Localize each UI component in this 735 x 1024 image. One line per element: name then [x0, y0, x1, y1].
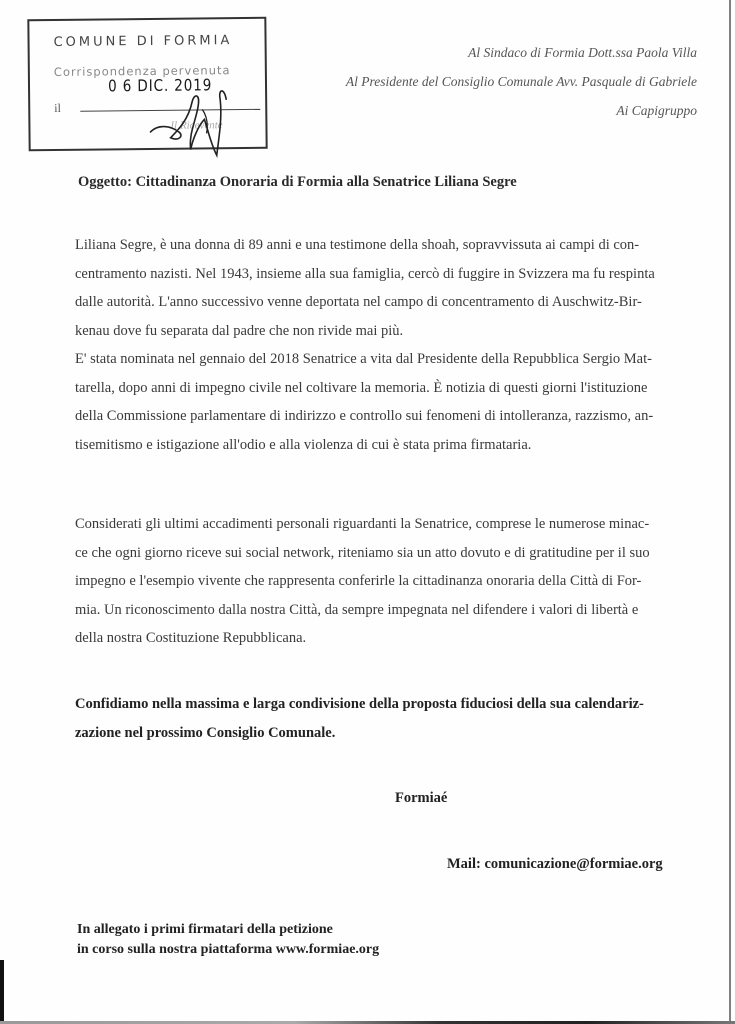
recipients-block	[346, 38, 697, 125]
text-line: E' stata nominata nel gennaio del 2018 Senatrice a vita dal Presidente della Repubblica Sergio Mat-	[75, 351, 652, 367]
recipient-group-leaders: Ai Capigruppo	[616, 103, 697, 118]
text-line: della nostra Costituzione Repubblicana.	[75, 630, 307, 646]
recipient-council-president: Al Presidente del Consiglio Comunale Avv. Pasquale di Gabriele	[345, 74, 697, 89]
paragraph-closing-request	[75, 690, 685, 747]
stamp-date: 0 6 DIC. 2019	[107, 75, 213, 96]
handwritten-signature-icon	[148, 79, 239, 160]
scan-edge-left	[0, 960, 4, 1024]
attachment-line: In allegato i primi firmatari della petizione	[77, 922, 333, 937]
protocol-stamp	[27, 17, 267, 151]
text-line: della Commissione parlamentare di indirizzo e controllo sui fenomeni di intolleranza, razzismo, an-	[75, 408, 654, 424]
paragraph-intro	[75, 231, 685, 459]
paragraph-motivation	[75, 510, 685, 653]
text-line: Liliana Segre, è una donna di 89 anni e una testimone della shoah, sopravvissuta ai campi di con-	[75, 237, 640, 253]
text-line: centramento nazisti. Nel 1943, insieme alla sua famiglia, cercò di fuggire in Svizzera ma fu respinta	[75, 265, 655, 282]
letter-subject: Oggetto: Cittadinanza Onoraria di Formia alla Senatrice Liliana Segre	[78, 174, 517, 190]
contact-email: Mail: comunicazione@formiae.org	[447, 856, 663, 872]
recipient-mayor: Al Sindaco di Formia Dott.ssa Paola Villa	[468, 45, 697, 60]
stamp-title: COMUNE DI FORMIA	[53, 33, 233, 50]
text-line: tisemitismo e istigazione all'odio e alla violenza di cui è stata prima firmataria.	[75, 436, 532, 453]
attachment-line: in corso sulla nostra piattaforma www.formiae.org	[77, 942, 380, 957]
text-line: zazione nel prossimo Consiglio Comunale.	[75, 724, 336, 741]
text-line: Confidiamo nella massima e larga condivisione della proposta fiduciosi della sua calendariz-	[75, 696, 644, 712]
stamp-receiver-label: Il Ricevente	[170, 119, 223, 132]
text-line: impegno e l'esempio vivente che rappresenta conferirle la cittadinanza onoraria della Città di For-	[75, 573, 642, 589]
stamp-il-label: il	[54, 100, 61, 115]
scan-edge-right	[729, 0, 731, 1024]
attachment-note	[77, 920, 379, 960]
text-line: ce che ogni giorno riceve sui social network, riteniamo sia un atto dovuto e di gratitudine per il suo	[75, 544, 650, 561]
text-line: tarella, dopo anni di impegno civile nel coltivare la memoria. È notizia di questi giorni l'istituzione	[75, 379, 648, 396]
text-line: Considerati gli ultimi accadimenti personali riguardanti la Senatrice, comprese le numerose minac-	[75, 516, 650, 532]
text-line: mia. Un riconoscimento dalla nostra Città, da sempre impegnata nel difendere i valori di libertà e	[75, 601, 639, 618]
signatory-name: Formiaé	[395, 790, 448, 806]
text-line: kenau dove fu separata dal padre che non rivide mai più.	[75, 322, 404, 339]
text-line: dalle autorità. L'anno successivo venne deportata nel campo di concentramento di Auschwitz-Bir-	[75, 294, 642, 310]
stamp-subtitle: Corrispondenza pervenuta	[53, 63, 231, 79]
